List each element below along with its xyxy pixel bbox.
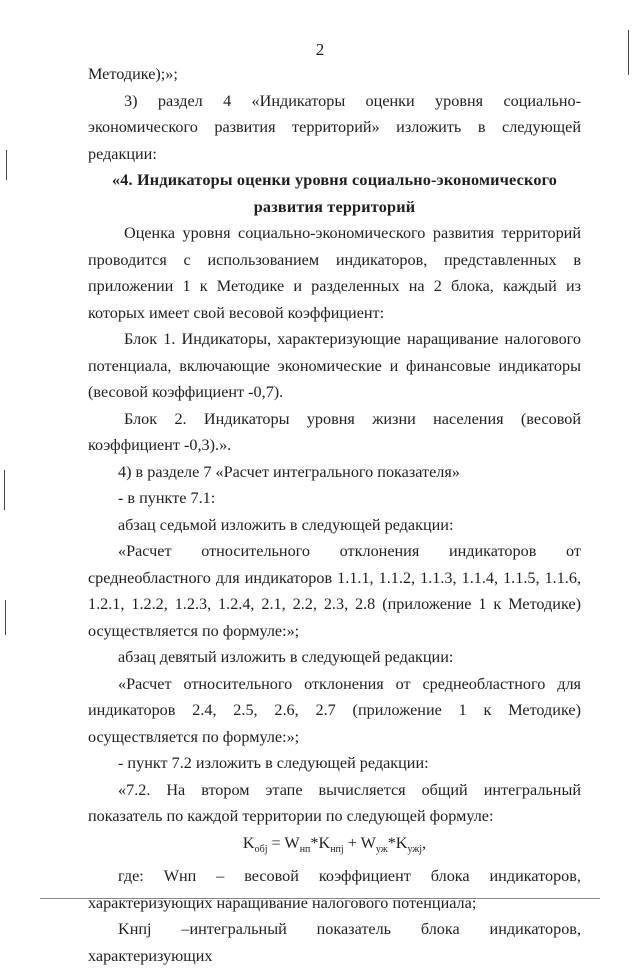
scan-mark-left-low bbox=[5, 600, 6, 635]
paragraph-where-continuation: характеризующих наращивание налогового потенциала; bbox=[88, 893, 477, 912]
scan-mark-left-mid bbox=[4, 470, 5, 510]
scan-mark-right-top bbox=[628, 30, 629, 75]
scan-mark-left-top bbox=[6, 150, 7, 180]
section-heading-line-2: развития территорий bbox=[253, 197, 416, 216]
paragraph-block-1: Блок 1. Индикаторы, характеризующие наращивание налогового потенциала, включающие экономические и финансовые индикаторы (весовой коэффициент -0,7). bbox=[88, 330, 581, 401]
page-number: 2 bbox=[315, 40, 325, 59]
paragraph-quote-seventh: «Расчет относительного отклонения индикаторов от среднеобластного для индикаторов 1.1.1, 1.1.2, 1.1.3, 1.1.4, 1.1.5, 1.1.6, 1.2.1, 1.2.2, 1.2.3, 1.2.4, 2.1, 2.2, 2.3, 2.8 (приложение 1 к Методике) осуществляется по формуле:»; bbox=[88, 542, 581, 640]
paragraph-item-4: 4) в разделе 7 «Расчет интегрального показателя» bbox=[118, 462, 460, 481]
paragraph-point-7-2: - пункт 7.2 изложить в следующей редакции: bbox=[118, 754, 429, 772]
paragraph-block-2: Блок 2. Индикаторы уровня жизни населения (весовой коэффициент -0,3).». bbox=[88, 409, 581, 454]
paragraph-assessment: Оценка уровня социально-экономического развития территорий проводится с использованием индикаторов, представленных в приложении 1 к Методике и разделенных на 2 блока, каждый из которых имеет свой весовой коэффициент: bbox=[88, 224, 581, 322]
paragraph-quote-7-2: «7.2. На втором этапе вычисляется общий интегральный показатель по каждой территории по следующей формуле: bbox=[88, 780, 581, 825]
paragraph-seventh-abzac: абзац седьмой изложить в следующей редакции: bbox=[118, 515, 454, 534]
paragraph-knp-definition: Kнпj –интегральный показатель блока индикаторов, характеризующих bbox=[88, 920, 581, 965]
paragraph-where-line: где: Wнп – весовой коэффициент блока индикаторов, bbox=[118, 867, 581, 886]
document-body bbox=[88, 61, 581, 969]
section-heading-line-1: «4. Индикаторы оценки уровня социально-экономического bbox=[111, 171, 558, 189]
paragraph-ninth-abzac: абзац девятый изложить в следующей редакции: bbox=[118, 648, 454, 666]
paragraph-item-3: 3) раздел 4 «Индикаторы оценки уровня социально-экономического развития территорий» изложить в следующей редакции: bbox=[88, 91, 581, 163]
paragraph-point-7-1: - в пункте 7.1: bbox=[118, 489, 216, 507]
formula: $K_{обj} = W_{нп}*K_{нпj} + W_{уж}*K_{ужj}$, bbox=[242, 833, 427, 855]
paragraph-quote-ninth: «Расчет относительного отклонения от среднеобластного для индикаторов 2.4, 2.5, 2.6, 2.7 (приложение 1 к Методике) осуществляется по формуле:»; bbox=[88, 674, 581, 746]
paragraph-continuation: Методике);»; bbox=[88, 65, 178, 83]
